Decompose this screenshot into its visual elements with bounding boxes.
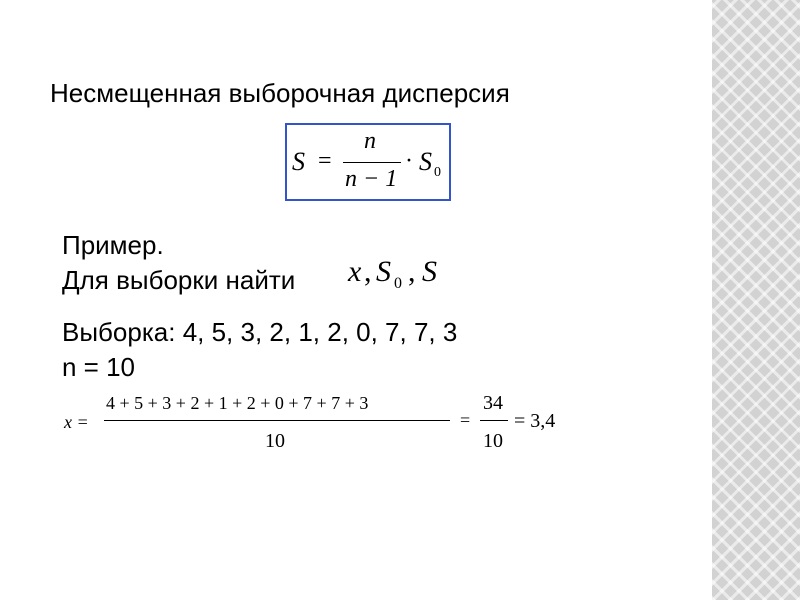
formula-equals: = (318, 148, 332, 174)
mean-denominator: 10 (265, 430, 285, 452)
result-fraction-bar (480, 420, 508, 421)
mean-result: = 3,4 (514, 410, 556, 432)
var-s0-base: S (376, 255, 391, 288)
task-text: Для выборки найти (62, 265, 296, 295)
mean-lhs: x = (64, 412, 89, 432)
result-denominator: 10 (483, 430, 503, 452)
mean-fraction-bar (104, 420, 450, 421)
formula-s0-sub: 0 (434, 165, 441, 180)
task-variables (348, 255, 468, 295)
mean-equals: = (460, 410, 471, 430)
mean-calculation (62, 390, 582, 460)
var-comma-2: , (408, 255, 416, 288)
decorative-edge-pattern (712, 0, 800, 600)
var-s0-sub: 0 (394, 275, 402, 292)
formula-fraction-bar (343, 162, 401, 163)
slide-title: Несмещенная выборочная дисперсия (50, 78, 510, 108)
mean-numerator: 4 + 5 + 3 + 2 + 1 + 2 + 0 + 7 + 7 + 3 (106, 393, 369, 413)
var-comma-1: , (364, 255, 372, 288)
formula-frame (285, 123, 451, 201)
formula-s0-base: S (419, 147, 432, 176)
var-s: S (422, 255, 437, 288)
result-numerator: 34 (483, 392, 503, 414)
formula-denominator: n − 1 (345, 166, 398, 192)
formula-dot: · (405, 148, 413, 174)
formula-numerator: n (364, 128, 376, 154)
sample-line: Выборка: 4, 5, 3, 2, 1, 2, 0, 7, 7, 3 (62, 317, 458, 347)
example-label: Пример. (62, 230, 164, 260)
n-line: n = 10 (62, 352, 136, 382)
var-x: x (348, 255, 362, 288)
formula-lhs: S (292, 147, 305, 176)
